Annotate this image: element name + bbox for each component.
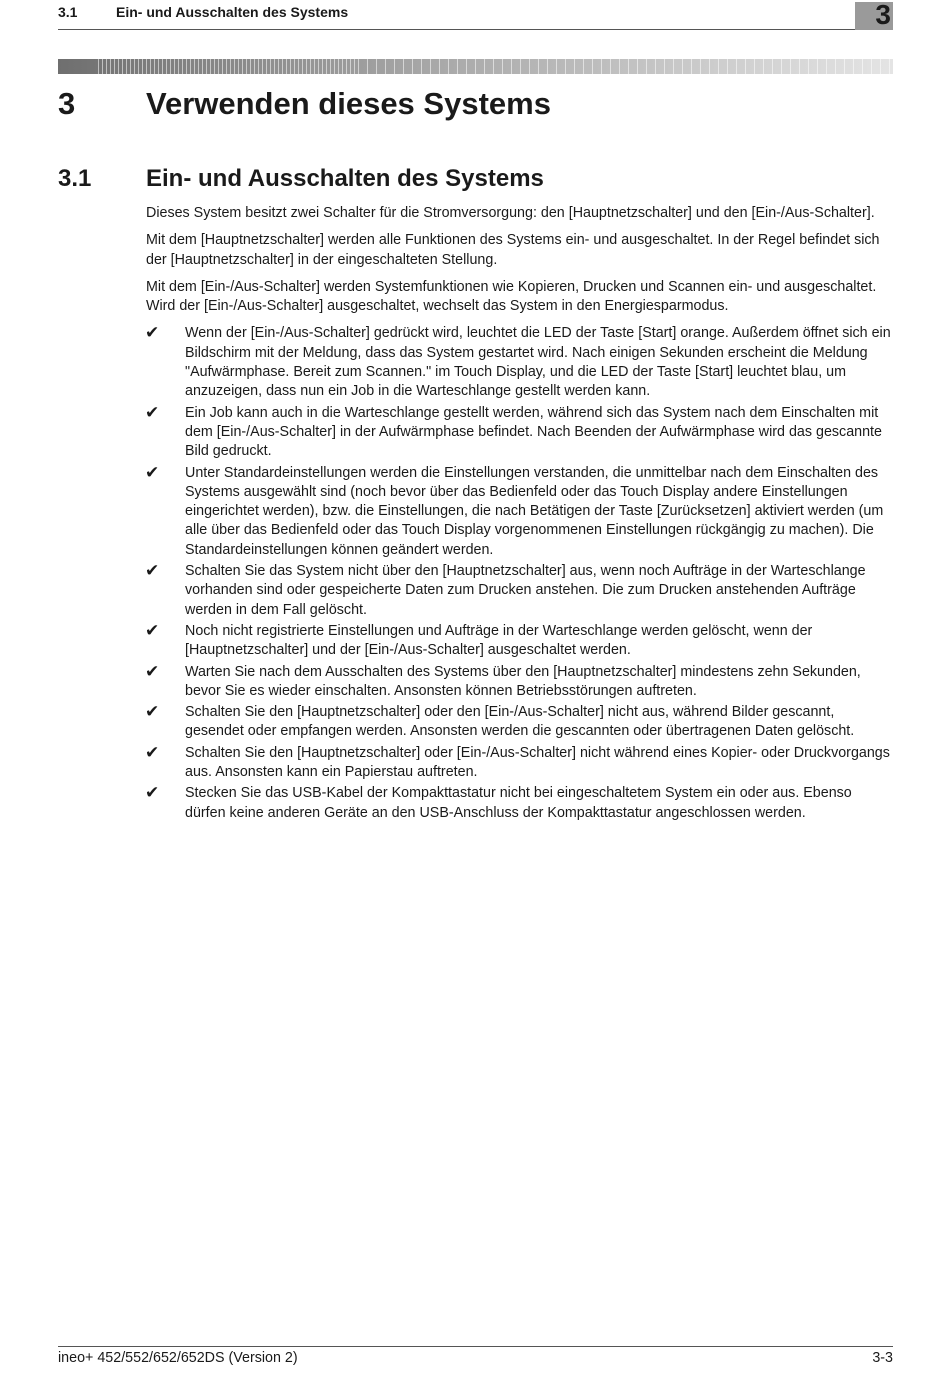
note-text: Schalten Sie den [Hauptnetzschalter] oder den [Ein-/Aus-Schalter] nicht aus, während Bilder gescannt, gesendet oder empfangen werden. Ansonsten werden die gescannten oder übertragenen Daten gelöscht. <box>185 704 855 740</box>
section-title-text: Ein- und Ausschalten des Systems <box>146 165 544 192</box>
check-icon: ✔ <box>145 323 160 344</box>
header-rule <box>58 29 855 30</box>
note-item <box>54 703 894 742</box>
check-icon: ✔ <box>145 620 160 641</box>
note-item <box>54 663 894 702</box>
note-item <box>54 562 894 620</box>
decorative-bar <box>58 59 893 74</box>
note-text: Warten Sie nach dem Ausschalten des Systems über den [Hauptnetzschalter] mindestens zehn Sekunden, bevor Sie es wieder einschalten. Ansonsten können Betriebsstörungen auftreten. <box>185 663 861 699</box>
running-header-number: 3.1 <box>58 4 78 20</box>
note-text: Noch nicht registrierte Einstellungen und Aufträge in der Warteschlange werden gelöscht, wenn der [Hauptnetzschalter] und der [Ein-/Aus-Schalter] ausgeschaltet werden. <box>185 622 813 659</box>
note-text: Schalten Sie das System nicht über den [Hauptnetzschalter] aus, wenn noch Aufträge in der Warteschlange vorhanden sind oder gespeicherte Daten zum Drucken anstehen. Die zum Drucken anstehenden Aufträge werden in dem Fall gelöscht. <box>185 563 866 618</box>
check-icon: ✔ <box>145 783 160 804</box>
section-number: 3.1 <box>58 165 92 192</box>
note-text: Stecken Sie das USB-Kabel der Kompakttastatur nicht bei eingeschaltetem System ein oder aus. Ebenso dürfen keine anderen Geräte an den USB-Anschluss der Kompakttastatur angeschlossen werden. <box>185 785 852 821</box>
check-icon: ✔ <box>145 661 160 682</box>
check-icon: ✔ <box>145 402 160 423</box>
note-item <box>54 744 894 783</box>
chapter-tab <box>855 2 893 30</box>
notes-list <box>54 324 894 822</box>
check-icon: ✔ <box>145 462 160 483</box>
section-title <box>58 165 544 193</box>
footer-rule <box>58 1346 893 1347</box>
running-header-title: Ein- und Ausschalten des Systems <box>116 4 349 20</box>
footer-product: ineo+ 452/552/652/652DS (Version 2) <box>58 1350 298 1366</box>
note-text: Unter Standardeinstellungen werden die Einstellungen verstanden, die unmittelbar nach dem Einschalten des Systems ausgewählt sind (noch bevor über das Bedienfeld oder das Touch Display andere Einstellungen eingerichtet werden), bzw. die Einstellungen, die nach Betätigen der Taste [Zurücksetzen] aktiviert werden (um alle über das Bedienfeld oder das Touch Display vorgenommenen Einstellungen rückgängig zu machen). Die Standardeinstellungen können geändert werden. <box>185 464 884 558</box>
note-item <box>54 464 894 560</box>
running-header <box>58 4 348 20</box>
power-key-paragraph: Mit dem [Ein-/Aus-Schalter] werden Systemfunktionen wie Kopieren, Drucken und Scannen ein- und ausgeschaltet. Wird der [Ein-/Aus-Schalter] ausgeschaltet, wechselt das System in den Energiesparmodus. <box>146 278 877 315</box>
note-item <box>54 622 894 661</box>
chapter-tab-number: 3 <box>875 0 891 30</box>
main-switch-paragraph: Mit dem [Hauptnetzschalter] werden alle Funktionen des Systems ein- und ausgeschaltet. In der Regel befindet sich der [Hauptnetzschalter] in der eingeschalteten Stellung. <box>146 232 880 268</box>
note-item <box>54 404 894 462</box>
check-icon: ✔ <box>145 561 160 582</box>
chapter-title-text: Verwenden dieses Systems <box>146 86 551 121</box>
section-body <box>146 204 894 825</box>
footer-page-number: 3-3 <box>872 1350 893 1366</box>
intro-paragraph: Dieses System besitzt zwei Schalter für die Stromversorgung: den [Hauptnetzschalter] und den [Ein-/Aus-Schalter]. <box>146 205 875 221</box>
note-text: Schalten Sie den [Hauptnetzschalter] oder [Ein-/Aus-Schalter] nicht während eines Kopier- oder Druckvorgangs aus. Ansonsten kann ein Papierstau auftreten. <box>185 744 890 781</box>
check-icon: ✔ <box>145 702 160 723</box>
note-item <box>54 784 894 823</box>
note-item <box>54 324 894 401</box>
chapter-title <box>58 86 551 122</box>
chapter-number: 3 <box>58 86 76 121</box>
note-text: Ein Job kann auch in die Warteschlange gestellt werden, während sich das System nach dem Einschalten mit dem [Ein-/Aus-Schalter] in der Aufwärmphase befindet. Nach Beenden der Aufwärmphase wird das gescannte Bild gedruckt. <box>185 404 882 460</box>
note-text: Wenn der [Ein-/Aus-Schalter] gedrückt wird, leuchtet die LED der Taste [Start] orange. Außerdem öffnet sich ein Bildschirm mit der Meldung, dass das System gestartet wird. Nach einigen Sekunden erscheint die Meldung "Aufwärmphase. Bereit zum Scannen." im Touch Display, und die LED der Taste [Start] leuchtet blau, um anzuzeigen, dass nun ein Job in die Warteschlange gestellt werden kann. <box>185 325 891 400</box>
check-icon: ✔ <box>145 742 160 763</box>
